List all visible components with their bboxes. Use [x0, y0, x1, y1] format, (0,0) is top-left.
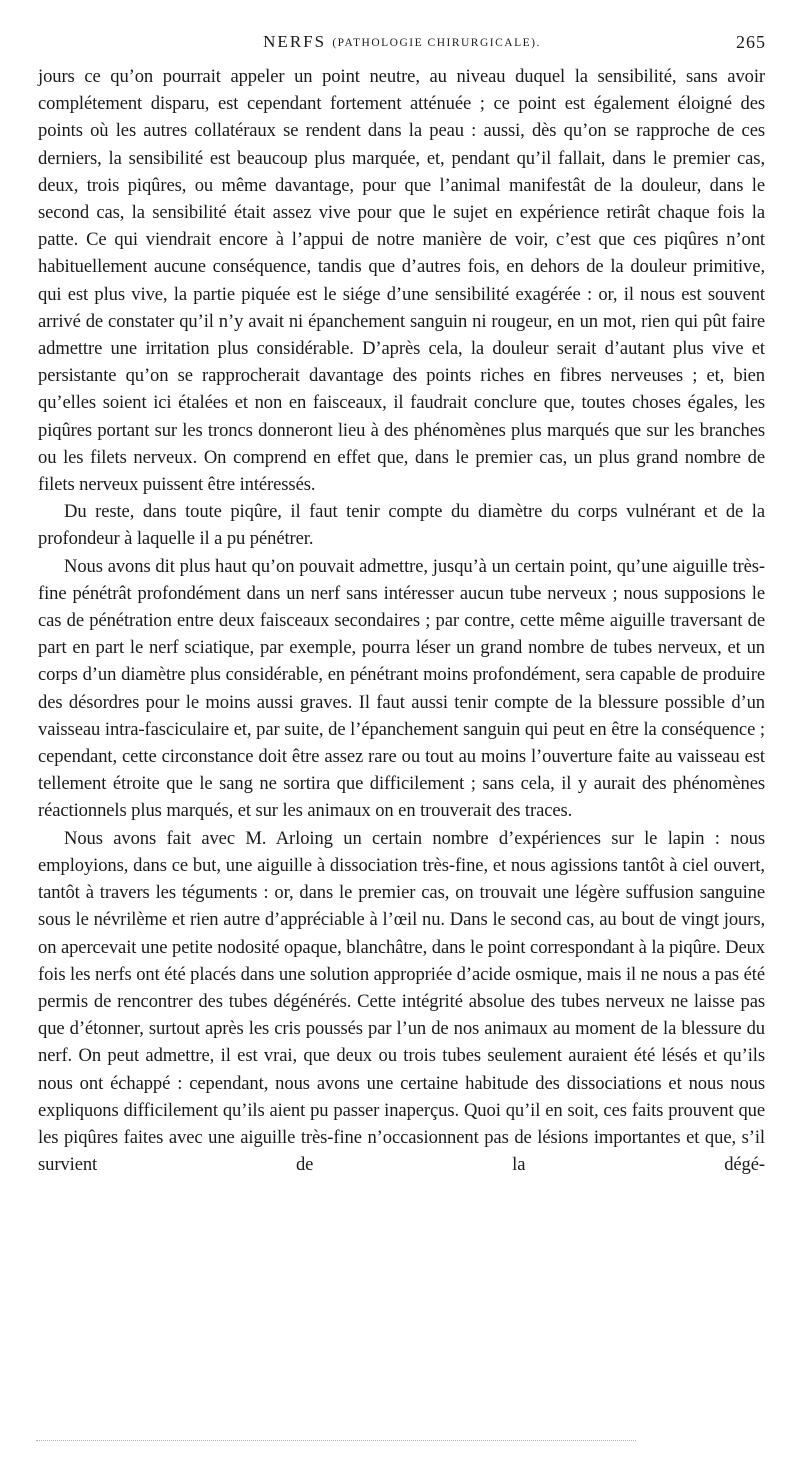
footer-dotted-rule: [36, 1440, 636, 1441]
page-number: 265: [736, 32, 766, 52]
body-text: [38, 63, 765, 1178]
paragraph-2: Du reste, dans toute piqûre, il faut tenir compte du diamètre du corps vulnérant et de la profondeur à laquelle il a pu pénétrer.: [38, 501, 765, 550]
running-title-sub: (PATHOLOGIE CHIRURGICALE).: [332, 37, 541, 49]
running-head: [38, 32, 766, 56]
running-title: [38, 32, 766, 52]
paragraph-1: jours ce qu’on pourrait appeler un point neutre, au niveau duquel la sensibilité, sans avoir complétement disparu, est cependant fortement atténuée ; ce point est également éloigné des points où les autres collatéraux se rendent dans la peau : aussi, dès qu’on se rapproche de ces derniers, la sensibilité est beaucoup plus marquée, et, pendant qu’il fallait, dans le premier cas, deux, trois piqûres, ou même davantage, pour que l’animal manifestât de la douleur, dans le second cas, la sensibilité était assez vive pour que le sujet en expérience retirât chaque fois la patte. Ce qui viendrait encore à l’appui de notre manière de voir, c’est que ces piqûres n’ont habituellement aucune conséquence, tandis que d’autres fois, en dehors de la douleur primitive, qui est plus vive, la partie piquée est le siége d’une sensibilité exagérée : or, il nous est souvent arrivé de constater qu’il n’y avait ni épanchement sanguin ni rougeur, en un mot, rien qui pût faire admettre une irritation plus considérable. D’après cela, la douleur serait d’autant plus vive et persistante qu’on se rapprocherait davantage des points riches en fibres nerveuses ; et, bien qu’elles soient ici étalées et non en faisceaux, il faudrait conclure que, toutes choses égales, les piqûres portant sur les troncs donneront lieu à des phénomènes plus marqués que sur les branches ou les filets nerveux. On comprend en effet que, dans le premier cas, un plus grand nombre de filets nerveux puissent être intéressés.: [38, 66, 765, 496]
paragraph-4: Nous avons fait avec M. Arloing un certain nombre d’expériences sur le lapin : nous employions, dans ce but, une aiguille à dissociation très-fine, et nous agissions tantôt à ciel ouvert, tantôt à travers les téguments : or, dans le premier cas, on trouvait une légère suffusion sanguine sous le névrilème et rien autre d’appréciable à l’œil nu. Dans le second cas, au bout de vingt jours, on apercevait une petite nodosité opaque, blanchâtre, dans le point correspondant à la piqûre. Deux fois les nerfs ont été placés dans une solution appropriée d’acide osmique, mais il ne nous a pas été permis de rencontrer des tubes dégénérés. Cette intégrité absolue des tubes nerveux ne laisse pas que d’étonner, surtout après les cris poussés par l’un de nos animaux au moment de la blessure du nerf. On peut admettre, il est vrai, que deux ou trois tubes seulement auraient été lésés et qu’ils nous ont échappé : cependant, nous avons une certaine habitude des dissociations et nous nous expliquons difficilement qu’ils aient pu passer inaperçus. Quoi qu’il en soit, ces faits prouvent que les piqûres faites avec une aiguille très-fine n’occasionnent pas de lésions importantes et que, s’il survient de la dégé-: [38, 827, 765, 1176]
running-title-main: NERFS: [263, 32, 327, 51]
paragraph-3: Nous avons dit plus haut qu’on pouvait admettre, jusqu’à un certain point, qu’une aiguille très-fine pénétrât profondément dans un nerf sans intéresser aucun tube nerveux ; nous supposions le cas de pénétration entre deux faisceaux secondaires ; par contre, cette même aiguille traversant de part en part le nerf sciatique, par exemple, pourra léser un grand nombre de tubes nerveux, et un corps d’un diamètre plus considérable, en pénétrant moins profondément, sera capable de produire des désordres pour le moins aussi graves. Il faut aussi tenir compte de la blessure possible d’un vaisseau intra-fasciculaire et, par suite, de l’épanchement sanguin qui peut en être la conséquence ; cependant, cette circonstance doit être assez rare ou tout au moins l’ouverture faite au vaisseau est tellement étroite que le sang ne sortira que difficilement ; sans cela, il y aurait des phénomènes réactionnels plus marqués, et sur les animaux on en trouverait des traces.: [38, 555, 765, 822]
